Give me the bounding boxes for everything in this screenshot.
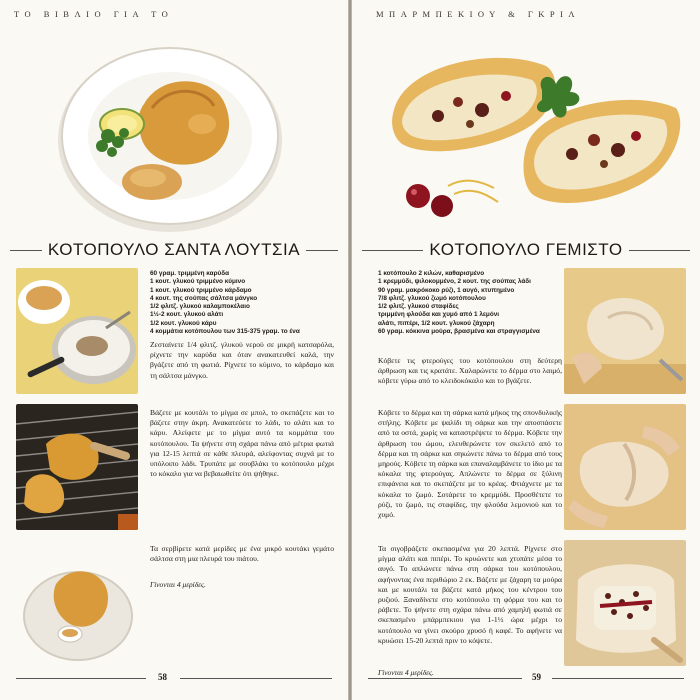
ingredient-item: 1 κρεμμύδι, ψιλοκομμένο, 2 κουτ. της σούπας λάδι: [378, 278, 531, 286]
ingredient-item: 90 γραμ. μακρόκοκο ρύζι, 1 αυγό, κτυπημένο: [378, 286, 515, 294]
recipe-title-left: ΚΟΤΟΠΟΥΛΟ ΣΑΝΤΑ ΛΟΥΤΣΙΑ: [47, 240, 301, 259]
step-photo-grill: [16, 404, 138, 530]
step-text-3-left: Τα σερβίρετε κατά μερίδες με ένα μικρό κουτάκι γεμάτο σάλτσα στη μια πλευρά του πιάτου.: [150, 544, 334, 564]
ingredient-item: 60 γραμ. κόκκινα μούρα, βρασμένα και στραγγισμένα: [378, 328, 540, 336]
step-photo-boning: [564, 404, 686, 530]
ingredient-item: 60 γραμ. τριμμένη καρύδα: [150, 270, 230, 277]
ingredient-item: 1/2 φλιτζ. γλυκού καλαμποκέλαιο: [150, 303, 250, 311]
ingredient-item: αλάτι, πιπέρι, 1/2 κουτ. γλυκού ζάχαρη: [378, 319, 495, 327]
page-number-right: 59: [532, 672, 541, 682]
step-text-2-right: Κόβετε το δέρμα και τη σάρκα κατά μήκος της σπονδυλικής στήλης. Κόβετε με ψαλίδι τη σάρκα και την αποσπάσετε από τα οστά, χωρίς να καταστρέψετε το δέρμα. Κόβετε την άρθρωση του ώμου, ελευθερώνετε τον σκελετό από το δέρμα και τη σάρκα και σηκώνετε πάνω το δέρμα από τους μηρούς. Κόβετε τη σάρκα και επαναλαμβάνετε το ίδιο με τα κόκαλα της φτερούγας. Απλώνετε το δέρμα σε ξύλινη επιφάνεια και το σκεπάζετε με το κρέας. Φτιάχνετε με τα κόκαλα το ζωμό. Σοτάρετε το κρεμμύδι. Προσθέτετε το ρύζι, το ζωμό, τις σταφίδες, την φλούδα λεμονιού και το χυμό.: [378, 408, 562, 520]
serves-left: Γίνονται 4 μερίδες.: [150, 580, 206, 589]
step-text-1-left: Ζεσταίνετε 1/4 φλιτζ. γλυκού νερού σε μικρή κατσαρόλα, ρίχνετε την καρύδα και όταν ανακατευθεί καλά, την βγάζετε από τη φωτιά. Ρίχνετε το κύμινο, το κάρδαμο και τη σάλτσα μάνγκο.: [150, 340, 334, 380]
footer-rule-right-a: [368, 678, 522, 679]
ingredients-list-left: [150, 270, 338, 336]
page-number-left: 58: [158, 672, 167, 682]
step-photo-sauce: [16, 268, 138, 394]
ingredient-item: 1/2 φλιτζ. γλυκού σταφίδες: [378, 303, 459, 311]
recipe-title-row-right: [362, 240, 690, 260]
right-page: [352, 0, 700, 700]
hero-photo-santa-lucia: [52, 32, 292, 236]
step-text-2-left: Βάζετε με κουτάλι το μίγμα σε μπολ, το σκεπάζετε και το βάζετε στην άκρη. Ανακατεύετε το λάδι, το αλάτι και το κάρυ. Αλείφετε με το μίγμα αυτό τα κομμάτια του κοτόπουλου. Τα ψήνετε στη σχάρα πάνω από μέτρια φωτιά για 12-15 λεπτά σε κάθε πλευρά, αλείφοντας συχνά με το υπόλοιπο λάδι. Τρυπάτε με σουβλάκι το κοτόπουλο μέχρι το κόκαλο για να βεβαιωθείτε ότι ψήθηκε.: [150, 408, 334, 479]
running-head-right: ΜΠΑΡΜΠΕΚΙΟΥ & ΓΚΡΙΛ: [376, 9, 581, 19]
footer-rule-right-b: [552, 678, 684, 679]
left-page: [0, 0, 348, 700]
step-photo-stuffing: [564, 540, 686, 666]
step-photo-wings: [564, 268, 686, 394]
step-text-3-right: Τα σιγοβράζετε σκεπασμένα για 20 λεπτά. Ρίχνετε στο μίγμα αλάτι και πιπέρι. Το κρυώνετε και χτυπάτε μέσα το αυγό. Το απλώνετε πάνω στη σάρκα του κοτόπουλου, αφήνοντας ένα περιθώριο 2 εκ. Βάζετε με ζάχαρη τα μούρα και με κουτάλι τα βάζετε κατά μήκος του κέντρου του ρυζιού. Ξαναδίνετε στο κοτόπουλο τη φόρμα του και το ράβετε. Το ψήνετε στη σχάρα πάνω από χαμηλή φωτιά σε σκεπασμένο μπάρμπεκιου για 1-1½ ώρα μέχρι το κοτόπουλο να γίνει σκούρο χρυσό ή καφέ. Το αφήνετε να κρυώσει 15-20 λεπτά πριν το κόψετε.: [378, 544, 562, 645]
hero-photo-stuffed-chicken: [386, 36, 686, 232]
footer-rule-left-a: [16, 678, 146, 679]
ingredients-list-right: [378, 270, 568, 336]
ingredient-item: τριμμένη φλούδα και χυμό από 1 λεμόνι: [378, 311, 500, 319]
ingredient-item: 7/8 φλιτζ. γλυκού ζωμό κοτόπουλου: [378, 294, 486, 302]
serves-right: Γίνονται 4 μερίδες.: [378, 668, 434, 677]
recipe-title-right: ΚΟΤΟΠΟΥΛΟ ΓΕΜΙΣΤΟ: [429, 240, 623, 259]
footer-rule-left-b: [180, 678, 332, 679]
step-photo-serving: [16, 540, 138, 666]
ingredient-item: 4 κομμάτια κοτόπουλου των 315-375 γραμ. το ένα: [150, 328, 300, 336]
ingredient-item: 1 κοτόπουλο 2 κιλών, καθαρισμένο: [378, 270, 485, 277]
recipe-title-row-left: [10, 240, 338, 260]
ingredient-item: 1 κουτ. γλυκού τριμμένο κάρδαμο: [150, 286, 252, 294]
ingredient-item: 1 κουτ. γλυκού τριμμένο κύμινο: [150, 278, 246, 286]
ingredient-item: 1½-2 κουτ. γλυκού αλάτι: [150, 311, 224, 319]
ingredient-item: 1/2 κουτ. γλυκού κάρυ: [150, 319, 217, 327]
running-head-left: ΤΟ ΒΙΒΛΙΟ ΓΙΑ ΤΟ: [14, 9, 174, 19]
ingredient-item: 4 κουτ. της σούπας σάλτσα μάνγκο: [150, 294, 258, 302]
step-text-1-right: Κόβετε τις φτερούγες του κοτόπουλου στη δεύτερη άρθρωση και τις κρατάτε. Χαλαρώνετε το δέρμα στο λαιμό, κόβετε γύρω από το κλειδοκόκαλο και το βγάζετε.: [378, 356, 562, 386]
